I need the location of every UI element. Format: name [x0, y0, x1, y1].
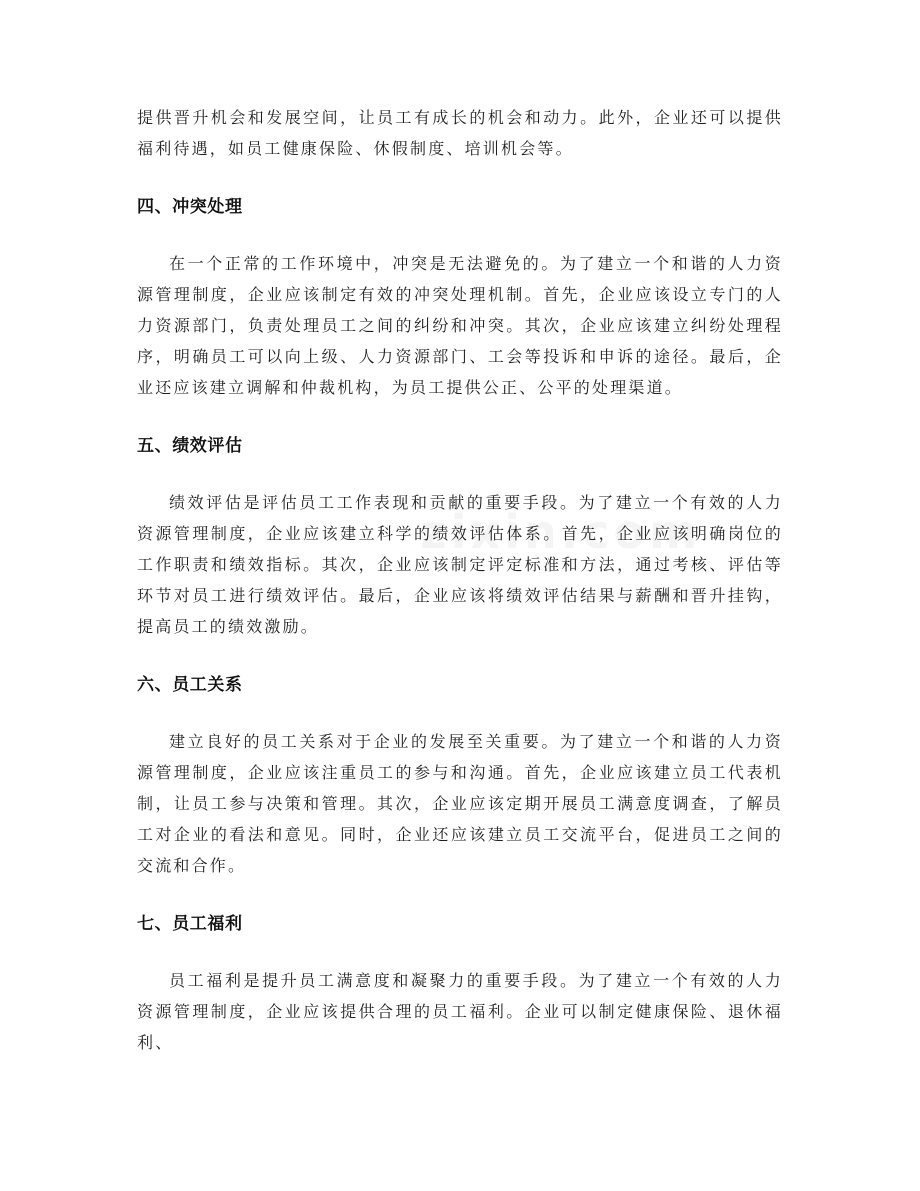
section-heading-relations: 六、员工关系 — [137, 675, 243, 695]
section-heading-performance: 五、绩效评估 — [137, 436, 243, 456]
section-heading-welfare: 七、员工福利 — [137, 914, 243, 934]
section-body-conflict: 在一个正常的工作环境中，冲突是无法避免的。为了建立一个和谐的人力资源管理制度，企业应该制定有效的冲突处理机制。首先，企业应该设立专门的人力资源部门，负责处理员工之间的纠纷和冲突。其次，企业应该建立纠纷处理程序，明确员工可以向上级、人力资源部门、工会等投诉和申诉的途径。最后，企业还应该建立调解和仲裁机构，为员工提供公正、公平的处理渠道。 — [137, 254, 783, 397]
intro-paragraph: 提供晋升机会和发展空间，让员工有成长的机会和动力。此外，企业还可以提供福利待遇，如员工健康保险、休假制度、培训机会等。 — [137, 108, 783, 158]
document-body — [137, 102, 783, 1058]
section-heading-conflict: 四、冲突处理 — [137, 197, 243, 217]
section-body-performance: 绩效评估是评估员工工作表现和贡献的重要手段。为了建立一个有效的人力资源管理制度，企业应该建立科学的绩效评估体系。首先，企业应该明确岗位的工作职责和绩效指标。其次，企业应该制定评定标准和方法，通过考核、评估等环节对员工进行绩效评估。最后，企业应该将绩效评估结果与薪酬和晋升挂钩，提高员工的绩效激励。 — [137, 493, 783, 636]
section-body-welfare: 员工福利是提升员工满意度和凝聚力的重要手段。为了建立一个有效的人力资源管理制度，企业应该提供合理的员工福利。企业可以制定健康保险、退休福利、 — [137, 971, 783, 1052]
section-body-relations: 建立良好的员工关系对于企业的发展至关重要。为了建立一个和谐的人力资源管理制度，企业应该注重员工的参与和沟通。首先，企业应该建立员工代表机制，让员工参与决策和管理。其次，企业应该定期开展员工满意度调查，了解员工对企业的看法和意见。同时，企业还应该建立员工交流平台，促进员工之间的交流和合作。 — [137, 732, 783, 875]
